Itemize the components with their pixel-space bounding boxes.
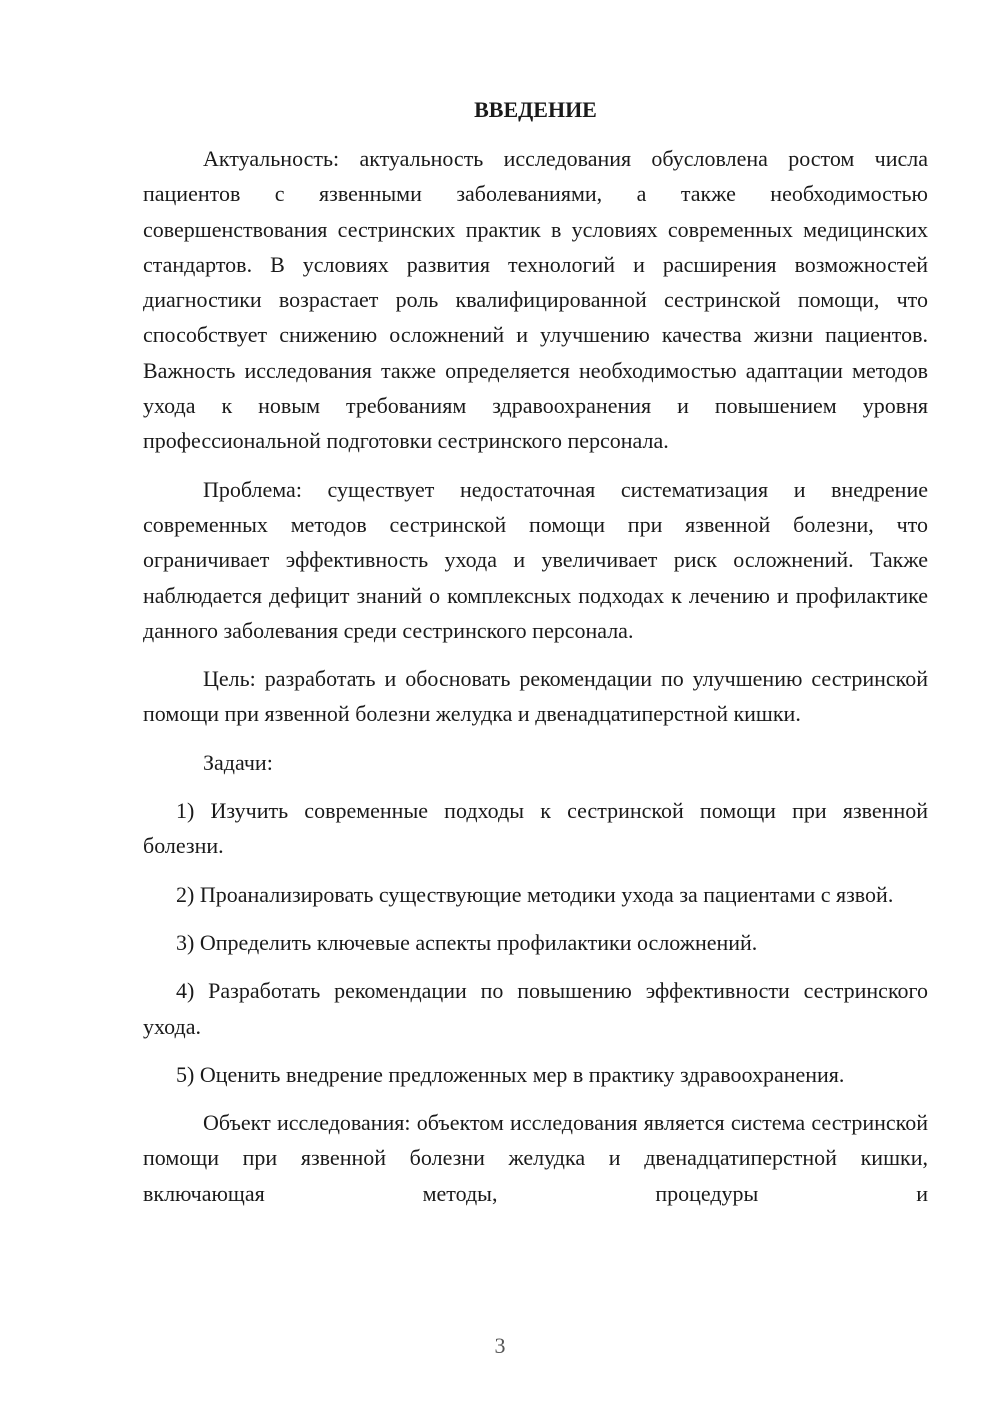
tasks-heading: Задачи:: [203, 749, 273, 775]
task-item: 1) Изучить современные подходы к сестринской помощи при язвенной болезни.: [143, 798, 928, 859]
task-item: 5) Оценить внедрение предложенных мер в практику здравоохранения.: [176, 1061, 845, 1087]
paragraph-relevance: Актуальность: актуальность исследования обусловлена ростом числа пациентов с язвенными заболеваниями, а также необходимостью совершенствования сестринских практик в условиях современных медицинских стандартов. В условиях развития технологий и расширения возможностей диагностики возрастает роль квалифицированной сестринской помощи, что способствует снижению осложнений и улучшению качества жизни пациентов. Важность исследования также определяется необходимостью адаптации методов ухода к новым требованиям здравоохранения и повышением уровня профессиональной подготовки сестринского персонала.: [143, 146, 928, 454]
page-number: 3: [494, 1333, 506, 1358]
paragraph-goal: Цель: разработать и обосновать рекомендации по улучшению сестринской помощи при язвенной болезни желудка и двенадцатиперстной кишки.: [143, 666, 928, 727]
section-title: ВВЕДЕНИЕ: [474, 97, 597, 122]
task-item: 2) Проанализировать существующие методики ухода за пациентами с язвой.: [176, 881, 894, 907]
paragraph-object: Объект исследования: объектом исследования является система сестринской помощи при язвенной болезни желудка и двенадцатиперстной кишки, включающая методы, процедуры и: [143, 1110, 928, 1206]
task-item: 3) Определить ключевые аспекты профилактики осложнений.: [176, 929, 758, 955]
document-page: [143, 92, 928, 1211]
paragraph-problem: Проблема: существует недостаточная систематизация и внедрение современных методов сестринской помощи при язвенной болезни, что ограничивает эффективность ухода и увеличивает риск осложнений. Также наблюдается дефицит знаний о комплексных подходах к лечению и профилактике данного заболевания среди сестринского персонала.: [143, 476, 928, 643]
task-item: 4) Разработать рекомендации по повышению эффективности сестринского ухода.: [143, 978, 928, 1039]
